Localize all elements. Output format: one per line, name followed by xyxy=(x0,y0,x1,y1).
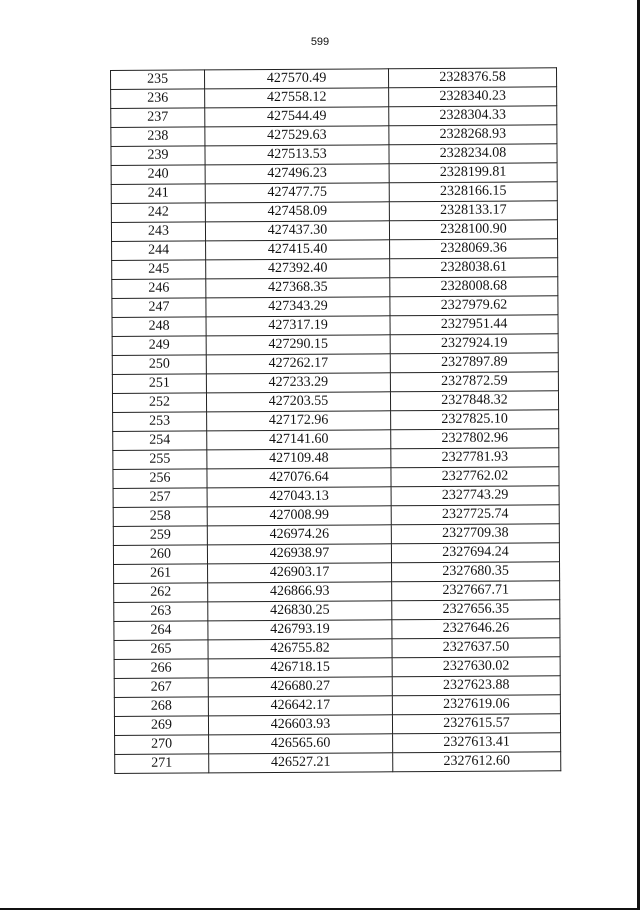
table-row xyxy=(113,486,559,508)
y-coordinate-cell: 2327924.19 xyxy=(390,334,558,354)
x-coordinate-cell: 427043.13 xyxy=(207,487,391,507)
point-id-cell: 241 xyxy=(111,184,205,204)
y-coordinate-cell: 2327680.35 xyxy=(392,562,560,582)
table-row xyxy=(112,353,558,375)
point-id-cell: 248 xyxy=(112,317,206,337)
point-id-cell: 267 xyxy=(114,678,208,698)
y-coordinate-cell: 2327612.60 xyxy=(393,752,561,772)
point-id-cell: 256 xyxy=(113,469,207,489)
x-coordinate-cell: 426793.19 xyxy=(208,620,392,640)
table-row xyxy=(112,315,558,337)
x-coordinate-cell: 427392.40 xyxy=(206,259,390,279)
point-id-cell: 250 xyxy=(112,355,206,375)
point-id-cell: 255 xyxy=(113,450,207,470)
y-coordinate-cell: 2327802.96 xyxy=(391,429,559,449)
y-coordinate-cell: 2327615.57 xyxy=(392,714,560,734)
point-id-cell: 270 xyxy=(115,735,209,755)
table-row xyxy=(114,695,560,717)
y-coordinate-cell: 2328133.17 xyxy=(389,201,557,221)
y-coordinate-cell: 2327623.88 xyxy=(392,676,560,696)
y-coordinate-cell: 2327613.41 xyxy=(393,733,561,753)
table-row xyxy=(111,68,557,90)
y-coordinate-cell: 2327630.02 xyxy=(392,657,560,677)
y-coordinate-cell: 2328234.08 xyxy=(389,144,557,164)
y-coordinate-cell: 2328008.68 xyxy=(390,277,558,297)
x-coordinate-cell: 427317.19 xyxy=(206,316,390,336)
page-number: 599 xyxy=(310,36,330,48)
x-coordinate-cell: 427172.96 xyxy=(207,411,391,431)
y-coordinate-cell: 2327951.44 xyxy=(390,315,558,335)
y-coordinate-cell: 2328038.61 xyxy=(390,258,558,278)
x-coordinate-cell: 427233.29 xyxy=(206,373,390,393)
y-coordinate-cell: 2327667.71 xyxy=(392,581,560,601)
x-coordinate-cell: 426830.25 xyxy=(208,601,392,621)
table-row xyxy=(113,505,559,527)
y-coordinate-cell: 2328340.23 xyxy=(389,87,557,107)
table-row xyxy=(113,429,559,451)
y-coordinate-cell: 2327694.24 xyxy=(391,543,559,563)
point-id-cell: 235 xyxy=(111,70,205,90)
y-coordinate-cell: 2327897.89 xyxy=(390,353,558,373)
point-id-cell: 259 xyxy=(113,526,207,546)
y-coordinate-cell: 2327743.29 xyxy=(391,486,559,506)
y-coordinate-cell: 2328100.90 xyxy=(389,220,557,240)
point-id-cell: 265 xyxy=(114,640,208,660)
x-coordinate-cell: 427544.49 xyxy=(205,107,389,127)
x-coordinate-cell: 426938.97 xyxy=(207,544,391,564)
y-coordinate-cell: 2328304.33 xyxy=(389,106,557,126)
table-row xyxy=(111,106,557,128)
table-row xyxy=(114,600,560,622)
table-row xyxy=(111,125,557,147)
x-coordinate-cell: 426642.17 xyxy=(208,696,392,716)
table-row xyxy=(112,239,558,261)
table-row xyxy=(114,714,560,736)
point-id-cell: 253 xyxy=(113,412,207,432)
y-coordinate-cell: 2327646.26 xyxy=(392,619,560,639)
x-coordinate-cell: 427141.60 xyxy=(207,430,391,450)
x-coordinate-cell: 427109.48 xyxy=(207,449,391,469)
x-coordinate-cell: 427513.53 xyxy=(205,145,389,165)
x-coordinate-cell: 427008.99 xyxy=(207,506,391,526)
point-id-cell: 244 xyxy=(112,241,206,261)
x-coordinate-cell: 426903.17 xyxy=(208,563,392,583)
point-id-cell: 236 xyxy=(111,89,205,109)
x-coordinate-cell: 427343.29 xyxy=(206,297,390,317)
y-coordinate-cell: 2327825.10 xyxy=(391,410,559,430)
y-coordinate-cell: 2328376.58 xyxy=(388,68,556,88)
x-coordinate-cell: 427458.09 xyxy=(205,202,389,222)
y-coordinate-cell: 2327725.74 xyxy=(391,505,559,525)
y-coordinate-cell: 2327619.06 xyxy=(392,695,560,715)
x-coordinate-cell: 427477.75 xyxy=(205,183,389,203)
point-id-cell: 268 xyxy=(114,697,208,717)
point-id-cell: 258 xyxy=(113,507,207,527)
point-id-cell: 260 xyxy=(113,545,207,565)
table-row xyxy=(112,372,558,394)
table-row xyxy=(112,296,558,318)
point-id-cell: 251 xyxy=(112,374,206,394)
point-id-cell: 243 xyxy=(111,222,205,242)
y-coordinate-cell: 2327781.93 xyxy=(391,448,559,468)
coordinates-table-body xyxy=(111,68,561,774)
table-row xyxy=(114,657,560,679)
x-coordinate-cell: 427570.49 xyxy=(205,69,389,89)
x-coordinate-cell: 427203.55 xyxy=(206,392,390,412)
point-id-cell: 254 xyxy=(113,431,207,451)
point-id-cell: 271 xyxy=(115,754,209,774)
table-row xyxy=(111,220,557,242)
y-coordinate-cell: 2328268.93 xyxy=(389,125,557,145)
x-coordinate-cell: 427415.40 xyxy=(206,240,390,260)
table-row xyxy=(113,524,559,546)
y-coordinate-cell: 2327709.38 xyxy=(391,524,559,544)
point-id-cell: 262 xyxy=(114,583,208,603)
x-coordinate-cell: 427368.35 xyxy=(206,278,390,298)
table-row xyxy=(114,619,560,641)
table-row xyxy=(114,676,560,698)
point-id-cell: 239 xyxy=(111,146,205,166)
y-coordinate-cell: 2328069.36 xyxy=(390,239,558,259)
y-coordinate-cell: 2327656.35 xyxy=(392,600,560,620)
y-coordinate-cell: 2327979.62 xyxy=(390,296,558,316)
table-row xyxy=(113,467,559,489)
table-row xyxy=(114,562,560,584)
point-id-cell: 264 xyxy=(114,621,208,641)
coordinates-table-container xyxy=(110,67,560,774)
x-coordinate-cell: 427262.17 xyxy=(206,354,390,374)
point-id-cell: 240 xyxy=(111,165,205,185)
table-row xyxy=(111,201,557,223)
y-coordinate-cell: 2327848.32 xyxy=(390,391,558,411)
y-coordinate-cell: 2328166.15 xyxy=(389,182,557,202)
point-id-cell: 249 xyxy=(112,336,206,356)
table-row xyxy=(111,163,557,185)
point-id-cell: 237 xyxy=(111,108,205,128)
y-coordinate-cell: 2327762.02 xyxy=(391,467,559,487)
x-coordinate-cell: 427496.23 xyxy=(205,164,389,184)
y-coordinate-cell: 2328199.81 xyxy=(389,163,557,183)
point-id-cell: 242 xyxy=(111,203,205,223)
table-row xyxy=(111,182,557,204)
x-coordinate-cell: 427076.64 xyxy=(207,468,391,488)
x-coordinate-cell: 426603.93 xyxy=(208,715,392,735)
table-row xyxy=(115,752,561,774)
coordinates-table xyxy=(110,67,561,774)
table-row xyxy=(112,391,558,413)
table-row xyxy=(112,258,558,280)
x-coordinate-cell: 426718.15 xyxy=(208,658,392,678)
table-row xyxy=(115,733,561,755)
x-coordinate-cell: 426527.21 xyxy=(209,753,393,773)
table-row xyxy=(114,581,560,603)
x-coordinate-cell: 427437.30 xyxy=(205,221,389,241)
point-id-cell: 247 xyxy=(112,298,206,318)
table-row xyxy=(111,144,557,166)
point-id-cell: 269 xyxy=(114,716,208,736)
table-row xyxy=(111,87,557,109)
table-row xyxy=(112,334,558,356)
table-row xyxy=(113,448,559,470)
point-id-cell: 246 xyxy=(112,279,206,299)
point-id-cell: 245 xyxy=(112,260,206,280)
point-id-cell: 252 xyxy=(112,393,206,413)
point-id-cell: 263 xyxy=(114,602,208,622)
x-coordinate-cell: 426565.60 xyxy=(209,734,393,754)
y-coordinate-cell: 2327637.50 xyxy=(392,638,560,658)
point-id-cell: 266 xyxy=(114,659,208,679)
point-id-cell: 238 xyxy=(111,127,205,147)
x-coordinate-cell: 427558.12 xyxy=(205,88,389,108)
table-row xyxy=(113,410,559,432)
x-coordinate-cell: 427290.15 xyxy=(206,335,390,355)
y-coordinate-cell: 2327872.59 xyxy=(390,372,558,392)
table-row xyxy=(113,543,559,565)
x-coordinate-cell: 426755.82 xyxy=(208,639,392,659)
point-id-cell: 261 xyxy=(114,564,208,584)
x-coordinate-cell: 426974.26 xyxy=(207,525,391,545)
x-coordinate-cell: 427529.63 xyxy=(205,126,389,146)
table-row xyxy=(114,638,560,660)
table-row xyxy=(112,277,558,299)
x-coordinate-cell: 426680.27 xyxy=(208,677,392,697)
point-id-cell: 257 xyxy=(113,488,207,508)
x-coordinate-cell: 426866.93 xyxy=(208,582,392,602)
